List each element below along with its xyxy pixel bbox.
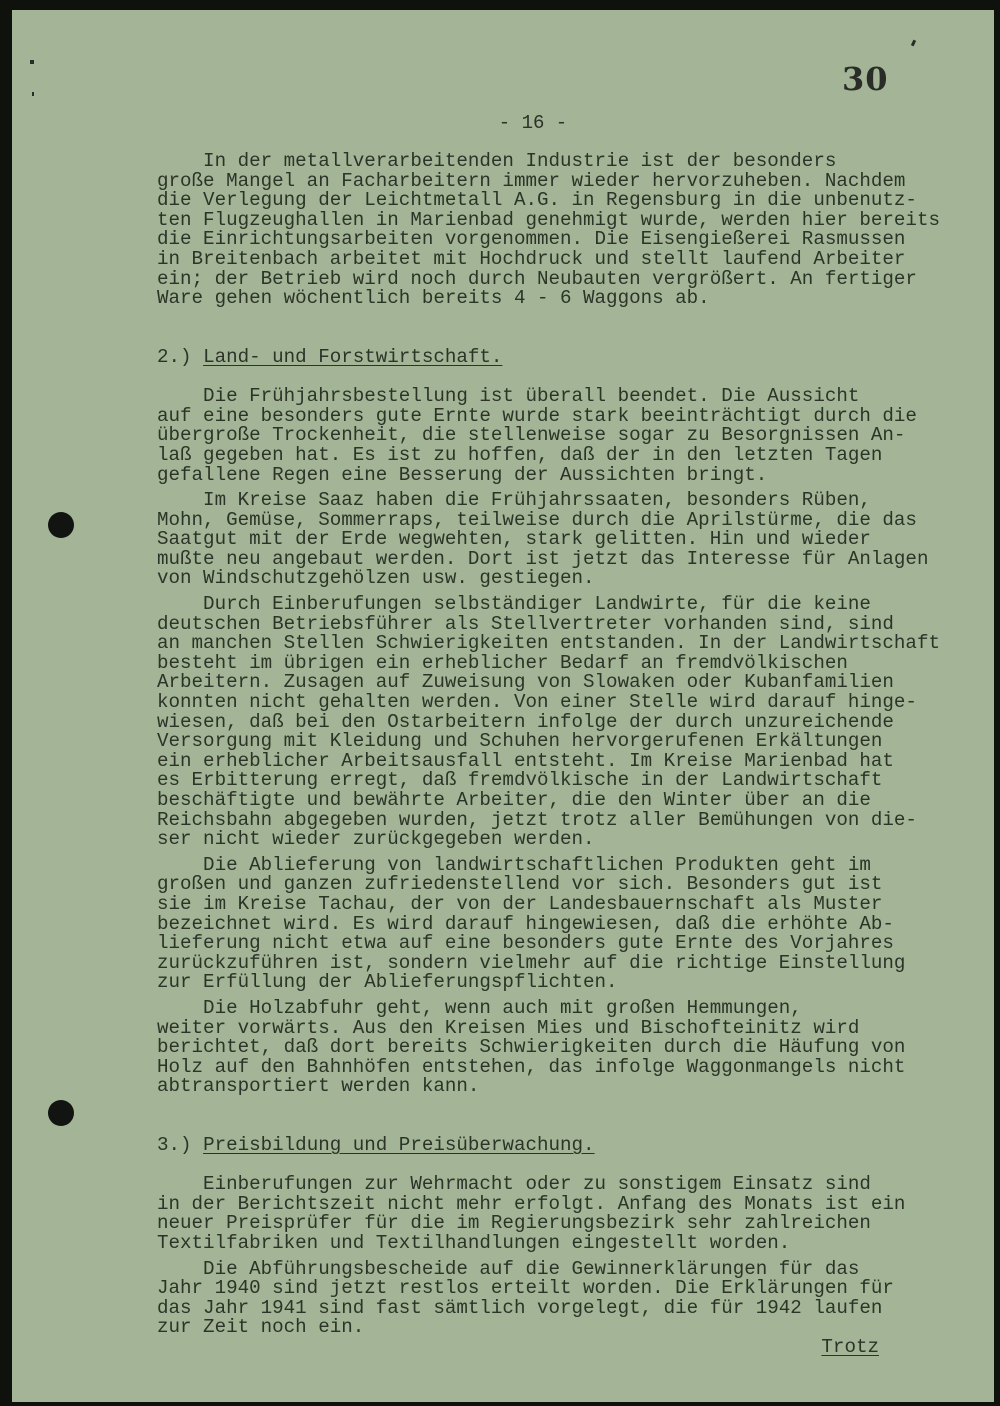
text-line: es Erbitterung erregt, daß fremdvölkische in der Landwirtschaft [157, 769, 883, 792]
text-line: bezeichnet wird. Es wird darauf hingewiesen, daß die erhöhte Ab- [157, 912, 894, 935]
text-line: große Mangel an Facharbeitern immer wieder hervorzuheben. Nachdem [157, 169, 906, 192]
text-line: an manchen Stellen Schwierigkeiten entstanden. In der Landwirtschaft [157, 632, 940, 655]
punch-hole [48, 512, 74, 538]
punch-hole [48, 1100, 74, 1126]
paragraph-intro [157, 152, 987, 309]
text-line: sie im Kreise Tachau, der von der Landesbauernschaft als Muster [157, 892, 883, 915]
text-line: zurückzuführen ist, sondern vielmehr auf die richtige Einstellung [157, 951, 906, 974]
text-line: Die Ablieferung von landwirtschaftlichen Produkten geht im [157, 853, 871, 876]
text-line: ten Flugzeughallen in Marienbad genehmigt wurde, werden hier bereits [157, 208, 940, 231]
paragraph [157, 387, 987, 485]
text-line: ein erheblicher Arbeitsausfall entsteht. Im Kreise Marienbad hat [157, 749, 894, 772]
text-line: übergroße Trockenheit, die stellenweise sogar zu Besorgnissen An- [157, 424, 906, 447]
text-line: Saatgut mit der Erde wegwehten, stark gelitten. Hin und wieder [157, 528, 871, 551]
paper-speck [30, 60, 34, 64]
section-heading-3 [157, 1136, 987, 1156]
text-line: zur Zeit noch ein. [157, 1316, 365, 1339]
text-line: berichtet, daß dort bereits Schwierigkeiten durch die Häufung von [157, 1036, 906, 1059]
text-line: in Breitenbach arbeitet mit Hochdruck und stellt laufend Arbeiter [157, 247, 906, 270]
section-title: Preisbildung und Preisüberwachung. [203, 1134, 595, 1157]
text-line: Einberufungen zur Wehrmacht oder zu sonstigem Einsatz sind [157, 1173, 871, 1196]
paragraph [157, 1175, 987, 1253]
text-line: konnten nicht gehalten werden. Von einer Stelle wird darauf hinge- [157, 691, 917, 714]
paragraph [157, 853, 987, 994]
paragraph [157, 996, 987, 1098]
text-line: von Windschutzgehölzen usw. gestiegen. [157, 567, 595, 590]
section-title: Land- und Forstwirtschaft. [203, 345, 503, 368]
text-line: Die Holzabfuhr geht, wenn auch mit großen Hemmungen, [157, 996, 802, 1019]
text-line: neuer Preisprüfer für die im Regierungsbezirk sehr zahlreichen [157, 1212, 871, 1235]
text-line: die Einrichtungsarbeiten vorgenommen. Die Eisengießerei Rasmussen [157, 228, 906, 251]
section-heading-2 [157, 345, 987, 368]
text-line: Die Frühjahrsbestellung ist überall beendet. Die Aussicht [157, 385, 860, 408]
text-line: Holz auf den Bahnhöfen entstehen, das infolge Waggonmangels nicht [157, 1055, 906, 1078]
text-line: zur Erfüllung der Ablieferungspflichten. [157, 971, 618, 994]
text-line: Mohn, Gemüse, Sommerraps, teilweise durch die Aprilstürme, die das [157, 508, 917, 531]
text-line: die Verlegung der Leichtmetall A.G. in Regensburg in die unbenutz- [157, 189, 917, 212]
text-line: Jahr 1940 sind jetzt restlos erteilt worden. Die Erklärungen für [157, 1277, 894, 1300]
text-line: ein; der Betrieb wird noch durch Neubauten vergrößert. An fertiger [157, 267, 917, 290]
text-line: gefallene Regen eine Besserung der Aussichten bringt. [157, 463, 768, 486]
folio-number: 30 [842, 60, 889, 98]
text-line: ser nicht wieder zurückgegeben werden. [157, 828, 595, 851]
section-number: 2.) [157, 345, 204, 368]
text-line: Textilfabriken und Textilhandlungen eingestellt worden. [157, 1232, 791, 1255]
text-line: mußte neu angebaut werden. Dort ist jetzt das Interesse für Anlagen [157, 547, 929, 570]
text-line: Die Abführungsbescheide auf die Gewinnerklärungen für das [157, 1257, 860, 1280]
document-body [157, 152, 987, 1358]
paper-speck [911, 40, 916, 47]
text-line: abtransportiert werden kann. [157, 1075, 480, 1098]
catchword-text: Trotz [821, 1336, 879, 1359]
text-line: Reichsbahn abgegeben wurden, jetzt trotz aller Bemühungen von die- [157, 808, 917, 831]
text-line: In der metallverarbeitenden Industrie ist der besonders [157, 150, 837, 172]
text-line: Arbeitern. Zusagen auf Zuweisung von Slowaken oder Kubanfamilien [157, 671, 894, 694]
catchword [157, 1338, 987, 1358]
text-line: laß gegeben hat. Es ist zu hoffen, daß der in den letzten Tagen [157, 443, 883, 466]
paragraph [157, 1257, 987, 1339]
text-line: Im Kreise Saaz haben die Frühjahrssaaten, besonders Rüben, [157, 489, 871, 512]
text-line: weiter vorwärts. Aus den Kreisen Mies und Bischofteinitz wird [157, 1016, 860, 1039]
document-page [12, 10, 994, 1402]
text-line: beschäftigte und bewährte Arbeiter, die den Winter über an die [157, 789, 871, 811]
page-number: - 16 - [498, 112, 568, 134]
text-line: lieferung nicht etwa auf eine besonders gute Ernte des Vorjahres [157, 932, 894, 955]
text-line: auf eine besonders gute Ernte wurde stark beeinträchtigt durch die [157, 404, 917, 427]
text-line: großen und ganzen zufriedenstellend vor sich. Besonders gut ist [157, 873, 883, 896]
paper-speck [32, 92, 34, 96]
paragraph [157, 595, 987, 850]
text-line: Ware gehen wöchentlich bereits 4 - 6 Waggons ab. [157, 287, 710, 310]
section-number: 3.) [157, 1134, 204, 1157]
text-line: besteht im übrigen ein erheblicher Bedarf an fremdvölkischen [157, 651, 848, 674]
text-line: deutschen Betriebsführer als Stellvertreter vorhanden sind, sind [157, 612, 894, 635]
text-line: Durch Einberufungen selbständiger Landwirte, für die keine [157, 593, 871, 616]
text-line: in der Berichtszeit nicht mehr erfolgt. Anfang des Monats ist ein [157, 1192, 906, 1215]
paragraph [157, 491, 987, 589]
text-line: das Jahr 1941 sind fast sämtlich vorgelegt, die für 1942 laufen [157, 1296, 883, 1319]
text-line: wiesen, daß bei den Ostarbeitern infolge der durch unzureichende [157, 710, 894, 733]
text-line: Versorgung mit Kleidung und Schuhen hervorgerufenen Erkältungen [157, 730, 883, 753]
